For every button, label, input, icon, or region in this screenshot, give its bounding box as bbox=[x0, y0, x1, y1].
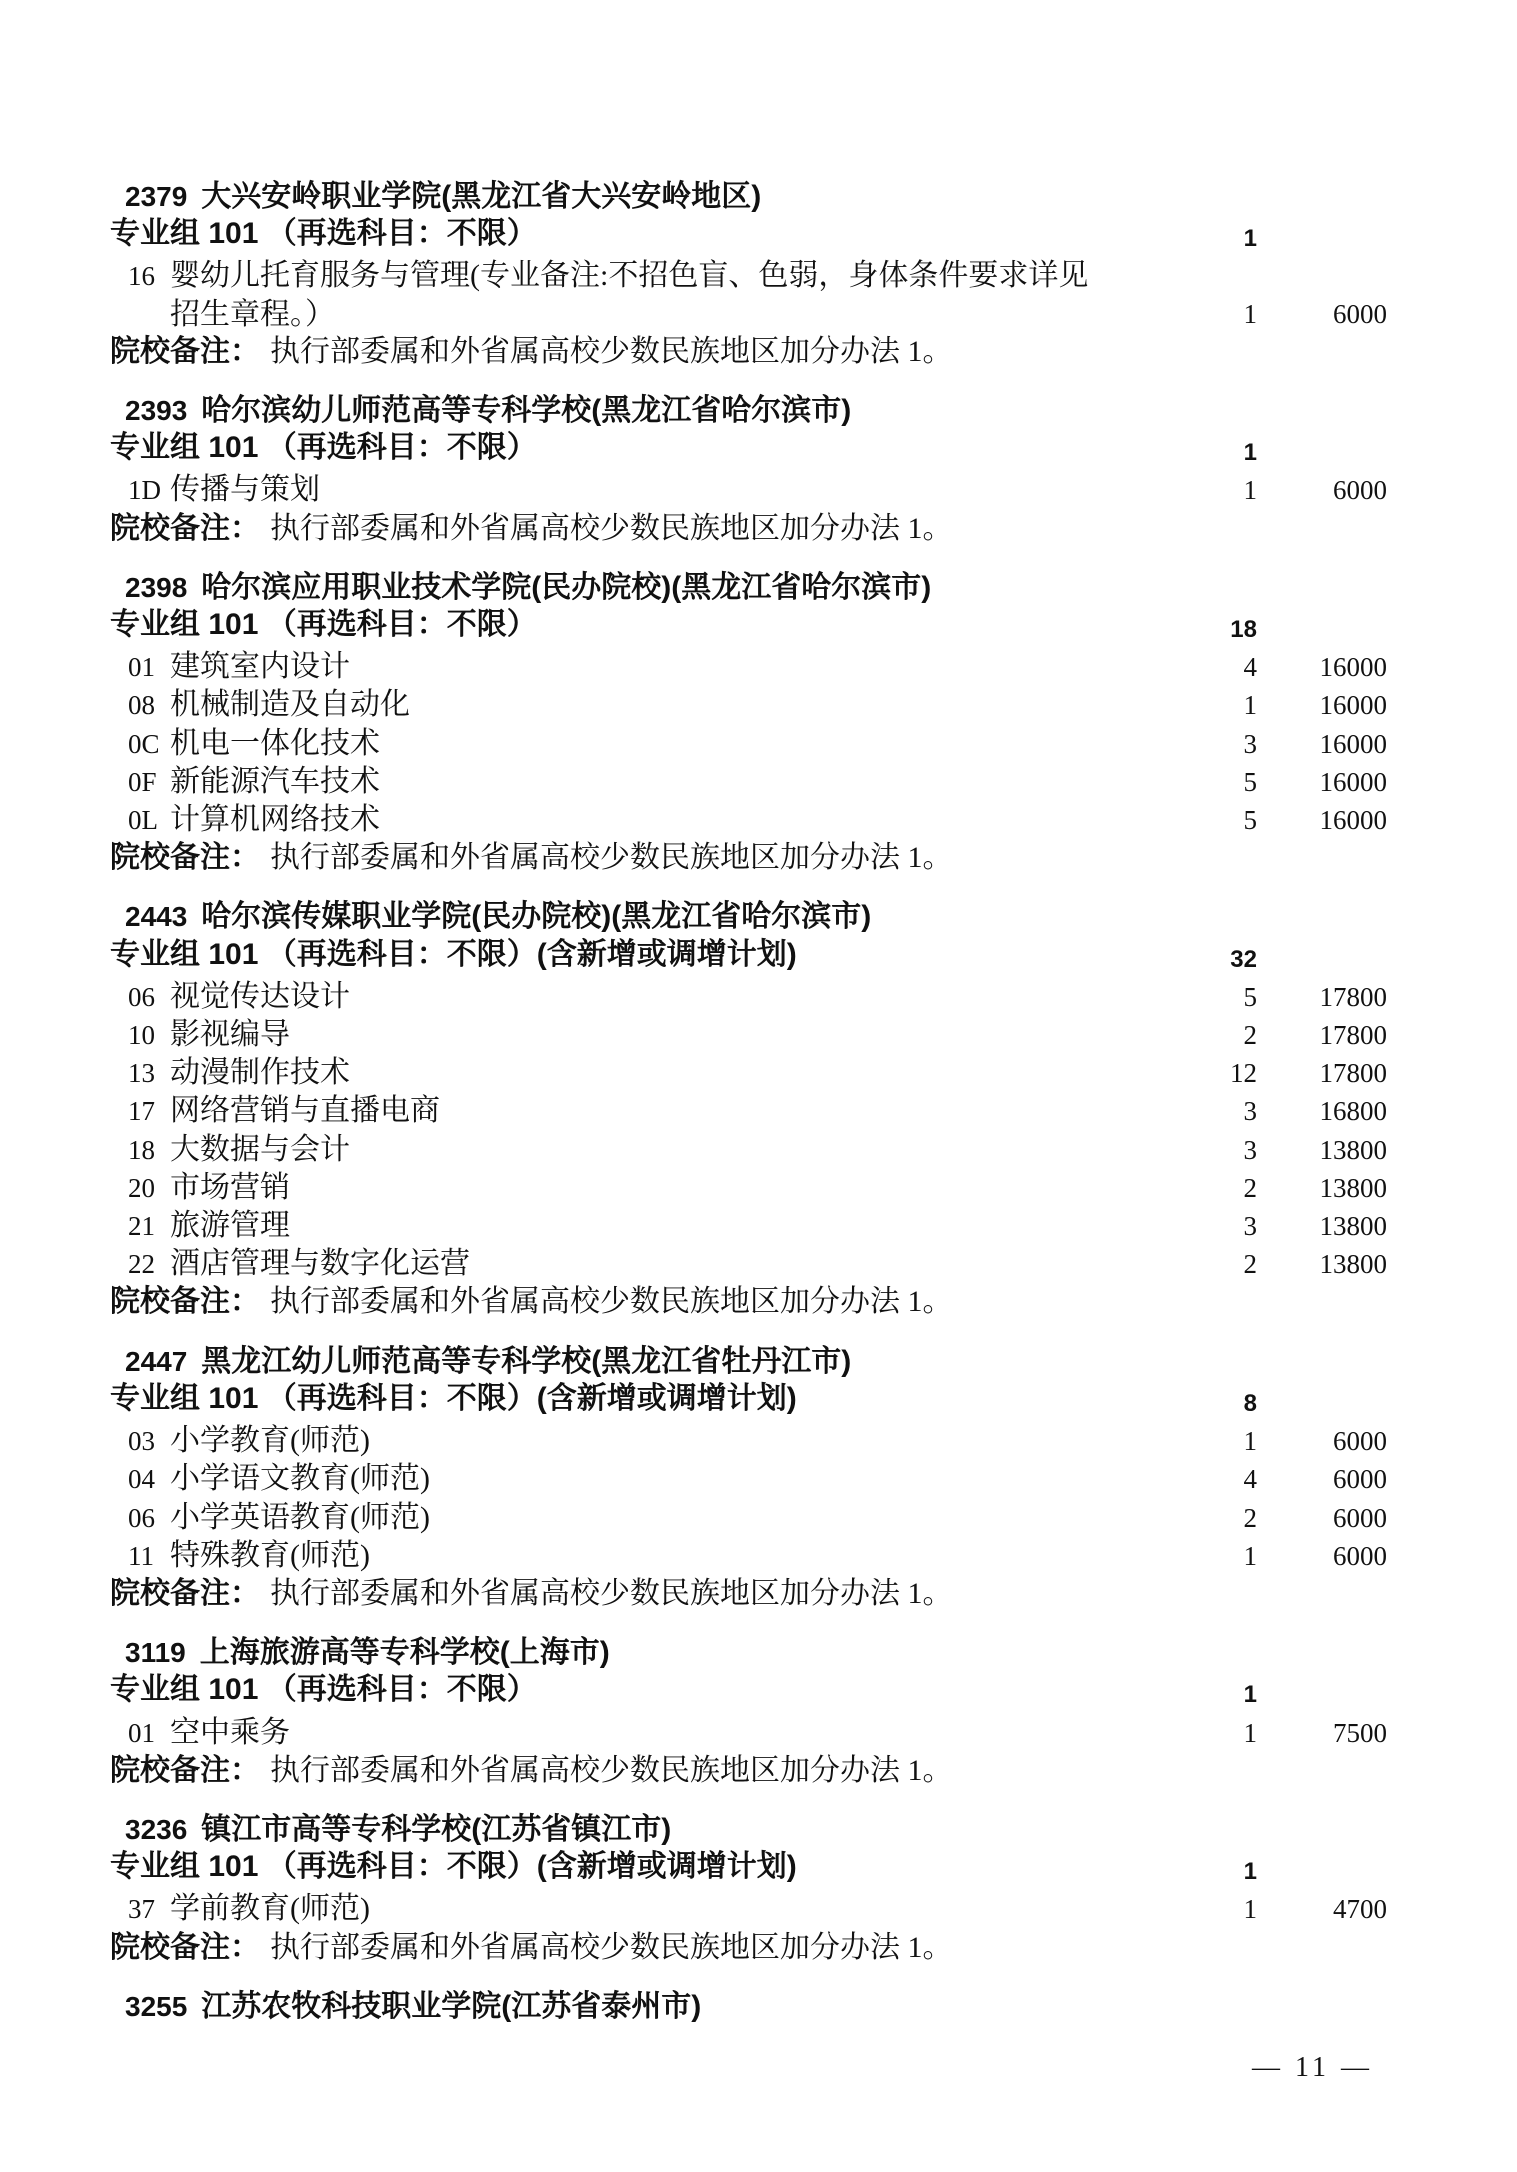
major-tuition-cell: 6000 bbox=[1333, 298, 1387, 329]
remark-row bbox=[110, 839, 1387, 881]
group-quota-cell: 18 bbox=[1230, 616, 1257, 644]
major-name: 学前教育(师范) bbox=[170, 1892, 370, 1926]
major-row bbox=[110, 648, 1387, 686]
school-section bbox=[110, 1343, 1387, 1617]
remark-text-wrap bbox=[110, 1283, 1117, 1325]
major-text bbox=[110, 1460, 1117, 1498]
school-name: 哈尔滨传媒职业学院(民办院校)(黑龙江省哈尔滨市) bbox=[201, 900, 872, 934]
major-code: 37 bbox=[128, 1894, 155, 1925]
major-line bbox=[128, 471, 1117, 509]
major-quota-cell: 2 bbox=[1243, 1020, 1257, 1051]
major-text bbox=[110, 1890, 1117, 1928]
major-name-continued: 招生章程。） bbox=[170, 297, 335, 331]
major-quota-cell: 3 bbox=[1243, 728, 1257, 759]
remark-label: 院校备注： bbox=[110, 1930, 260, 1964]
major-code: 01 bbox=[128, 1717, 155, 1748]
major-text bbox=[110, 1537, 1117, 1575]
major-quota-cell: 2 bbox=[1243, 1172, 1257, 1203]
school-name: 大兴安岭职业学院(黑龙江省大兴安岭地区) bbox=[201, 180, 762, 213]
major-code: 06 bbox=[128, 981, 155, 1012]
major-row bbox=[110, 1537, 1387, 1575]
major-line bbox=[128, 1460, 1117, 1498]
major-text bbox=[110, 763, 1117, 801]
major-quota-cell: 2 bbox=[1243, 1502, 1257, 1533]
major-name: 酒店管理与数字化运营 bbox=[170, 1247, 470, 1281]
major-quota-cell: 3 bbox=[1243, 1134, 1257, 1165]
major-row bbox=[110, 1169, 1387, 1207]
remark-row bbox=[110, 510, 1387, 552]
major-group-text bbox=[110, 215, 1117, 257]
major-group-label: 专业组 101 （再选科目：不限）(含新增或调增计划) bbox=[110, 937, 797, 971]
remark-text-wrap bbox=[110, 1752, 1117, 1794]
major-code: 0F bbox=[128, 766, 157, 797]
major-line bbox=[128, 801, 1117, 839]
school-code: 2443 bbox=[125, 901, 188, 933]
major-group-label: 专业组 101 （再选科目：不限）(含新增或调增计划) bbox=[110, 1381, 797, 1415]
school-name: 上海旅游高等专科学校(上海市) bbox=[199, 1636, 610, 1670]
major-name: 计算机网络技术 bbox=[170, 803, 380, 837]
major-row bbox=[110, 763, 1387, 801]
major-group-text bbox=[110, 936, 1117, 978]
remark-text-wrap bbox=[110, 510, 1117, 552]
major-quota-cell: 4 bbox=[1243, 652, 1257, 683]
major-text bbox=[110, 1422, 1117, 1460]
major-group-text bbox=[110, 606, 1117, 648]
major-quota-cell: 5 bbox=[1243, 981, 1257, 1012]
major-line bbox=[128, 686, 1117, 724]
major-line bbox=[128, 1890, 1117, 1928]
major-row bbox=[110, 686, 1387, 724]
major-group-text bbox=[110, 429, 1117, 471]
remark-text: 执行部委属和外省属高校少数民族地区加分办法 1。 bbox=[270, 1285, 953, 1319]
major-code: 04 bbox=[128, 1464, 155, 1495]
remark-row bbox=[110, 1752, 1387, 1794]
remark-label: 院校备注： bbox=[110, 841, 260, 875]
major-tuition-cell: 6000 bbox=[1333, 1540, 1387, 1571]
major-tuition-cell: 17800 bbox=[1319, 1020, 1387, 1051]
major-name: 小学英语教育(师范) bbox=[170, 1500, 430, 1534]
school-name: 江苏农牧科技职业学院(江苏省泰州市) bbox=[201, 1989, 702, 2023]
major-name: 市场营销 bbox=[170, 1170, 290, 1204]
school-code: 2393 bbox=[125, 395, 188, 427]
school-section bbox=[110, 1634, 1387, 1794]
major-tuition-cell: 6000 bbox=[1333, 1426, 1387, 1457]
group-quota-cell: 1 bbox=[1243, 1681, 1257, 1709]
major-row bbox=[110, 1054, 1387, 1092]
school-code: 3236 bbox=[125, 1813, 188, 1845]
major-group-text bbox=[110, 1848, 1117, 1890]
remark-text-wrap bbox=[110, 839, 1117, 881]
major-tuition-cell: 7500 bbox=[1333, 1717, 1387, 1748]
remark-label: 院校备注： bbox=[110, 511, 260, 545]
major-name: 动漫制作技术 bbox=[170, 1056, 350, 1090]
major-code: 13 bbox=[128, 1058, 155, 1089]
major-name: 传播与策划 bbox=[170, 473, 320, 507]
major-tuition-cell: 6000 bbox=[1333, 1502, 1387, 1533]
school-code: 3119 bbox=[125, 1637, 186, 1669]
major-tuition-cell: 6000 bbox=[1333, 1464, 1387, 1495]
major-row bbox=[110, 801, 1387, 839]
school-code: 2398 bbox=[125, 571, 188, 603]
major-text bbox=[110, 1714, 1117, 1752]
plan-list bbox=[110, 161, 1387, 2025]
major-name: 小学语文教育(师范) bbox=[170, 1462, 430, 1496]
major-code: 03 bbox=[128, 1426, 155, 1457]
major-name: 影视编导 bbox=[170, 1018, 290, 1052]
remark-text: 执行部委属和外省属高校少数民族地区加分办法 1。 bbox=[270, 841, 953, 875]
major-quota-cell: 5 bbox=[1243, 766, 1257, 797]
major-row bbox=[110, 1092, 1387, 1130]
major-quota-cell: 12 bbox=[1230, 1058, 1257, 1089]
major-code: 21 bbox=[128, 1211, 155, 1242]
major-text bbox=[110, 1207, 1117, 1245]
major-group-label: 专业组 101 （再选科目：不限） bbox=[110, 1673, 537, 1707]
major-group-row bbox=[110, 1380, 1387, 1422]
major-group-row bbox=[110, 215, 1387, 257]
major-code: 11 bbox=[128, 1540, 154, 1571]
major-quota-cell: 1 bbox=[1243, 475, 1257, 506]
major-name: 视觉传达设计 bbox=[170, 979, 350, 1013]
remark-text-wrap bbox=[110, 333, 1117, 375]
remark-row bbox=[110, 1575, 1387, 1617]
major-line bbox=[128, 1016, 1117, 1054]
remark-text: 执行部委属和外省属高校少数民族地区加分办法 1。 bbox=[270, 1576, 953, 1610]
major-group-label: 专业组 101 （再选科目：不限） bbox=[110, 431, 537, 465]
major-text bbox=[110, 648, 1117, 686]
major-quota-cell: 1 bbox=[1243, 1894, 1257, 1925]
major-code: 10 bbox=[128, 1020, 155, 1051]
remark-text: 执行部委属和外省属高校少数民族地区加分办法 1。 bbox=[270, 1930, 953, 1964]
major-row bbox=[110, 1499, 1387, 1537]
major-name: 大数据与会计 bbox=[170, 1132, 350, 1166]
major-name: 机电一体化技术 bbox=[170, 726, 380, 760]
major-name: 小学教育(师范) bbox=[170, 1424, 370, 1458]
major-quota-cell: 1 bbox=[1243, 1426, 1257, 1457]
remark-row bbox=[110, 1283, 1387, 1325]
major-quota-cell: 1 bbox=[1243, 1717, 1257, 1748]
major-group-row bbox=[110, 606, 1387, 648]
major-text bbox=[110, 1092, 1117, 1130]
major-tuition-cell: 16000 bbox=[1319, 728, 1387, 759]
remark-text: 执行部委属和外省属高校少数民族地区加分办法 1。 bbox=[270, 1753, 953, 1787]
major-row bbox=[110, 1890, 1387, 1928]
major-name: 机械制造及自动化 bbox=[170, 688, 410, 722]
major-text bbox=[110, 801, 1117, 839]
major-group-label: 专业组 101 （再选科目：不限） bbox=[110, 217, 537, 251]
major-quota-cell: 1 bbox=[1243, 298, 1257, 329]
school-name: 镇江市高等专科学校(江苏省镇江市) bbox=[201, 1812, 672, 1846]
school-section bbox=[110, 1811, 1387, 1971]
major-tuition-cell: 13800 bbox=[1319, 1172, 1387, 1203]
remark-text-wrap bbox=[110, 1929, 1117, 1971]
major-text bbox=[110, 1131, 1117, 1169]
major-line bbox=[128, 648, 1117, 686]
major-name: 建筑室内设计 bbox=[170, 650, 350, 684]
school-title-row bbox=[110, 1988, 1387, 2025]
major-code: 18 bbox=[128, 1134, 155, 1165]
page-number: — 11 — bbox=[1252, 2052, 1373, 2083]
school-code: 3255 bbox=[125, 1990, 188, 2022]
major-code: 0L bbox=[128, 805, 158, 836]
school-section bbox=[110, 898, 1387, 1325]
remark-label: 院校备注： bbox=[110, 1753, 260, 1787]
remark-text: 执行部委属和外省属高校少数民族地区加分办法 1。 bbox=[270, 511, 953, 545]
school-title-row bbox=[110, 569, 1387, 606]
major-quota-cell: 3 bbox=[1243, 1211, 1257, 1242]
major-text bbox=[110, 978, 1117, 1016]
major-row bbox=[110, 1131, 1387, 1169]
major-tuition-cell: 16000 bbox=[1319, 805, 1387, 836]
school-title-row bbox=[110, 1634, 1387, 1671]
major-code: 01 bbox=[128, 652, 155, 683]
major-text bbox=[110, 686, 1117, 724]
group-quota-cell: 8 bbox=[1243, 1389, 1257, 1417]
major-line bbox=[128, 1714, 1117, 1752]
major-quota-cell: 5 bbox=[1243, 805, 1257, 836]
major-tuition-cell: 16800 bbox=[1319, 1096, 1387, 1127]
major-name: 新能源汽车技术 bbox=[170, 764, 380, 798]
major-code: 08 bbox=[128, 690, 155, 721]
major-group-row bbox=[110, 1671, 1387, 1713]
major-tuition-cell: 13800 bbox=[1319, 1134, 1387, 1165]
remark-row bbox=[110, 333, 1387, 375]
major-group-row bbox=[110, 936, 1387, 978]
major-row bbox=[110, 1016, 1387, 1054]
major-tuition-cell: 13800 bbox=[1319, 1211, 1387, 1242]
major-text bbox=[110, 1054, 1117, 1092]
major-code: 17 bbox=[128, 1096, 155, 1127]
major-line bbox=[128, 978, 1117, 1016]
major-row bbox=[110, 1714, 1387, 1752]
major-line bbox=[128, 1422, 1117, 1460]
major-line bbox=[128, 1169, 1117, 1207]
major-code: 22 bbox=[128, 1249, 155, 1280]
group-quota-cell: 32 bbox=[1230, 945, 1257, 973]
major-line bbox=[128, 1207, 1117, 1245]
major-name: 婴幼儿托育服务与管理(专业备注:不招色盲、色弱，身体条件要求详见 bbox=[170, 259, 1089, 293]
major-line bbox=[128, 1499, 1117, 1537]
major-name: 特殊教育(师范) bbox=[170, 1538, 370, 1572]
major-text bbox=[110, 1016, 1117, 1054]
major-code: 20 bbox=[128, 1172, 155, 1203]
major-quota-cell: 3 bbox=[1243, 1096, 1257, 1127]
major-tuition-cell: 6000 bbox=[1333, 475, 1387, 506]
school-name: 黑龙江幼儿师范高等专科学校(黑龙江省牡丹江市) bbox=[201, 1344, 852, 1378]
major-tuition-cell: 17800 bbox=[1319, 1058, 1387, 1089]
major-line bbox=[128, 1245, 1117, 1283]
major-line bbox=[128, 257, 1117, 295]
school-name: 哈尔滨幼儿师范高等专科学校(黑龙江省哈尔滨市) bbox=[201, 394, 852, 428]
major-group-row bbox=[110, 1848, 1387, 1890]
major-tuition-cell: 16000 bbox=[1319, 690, 1387, 721]
school-title-row bbox=[110, 392, 1387, 429]
major-code: 06 bbox=[128, 1502, 155, 1533]
major-name: 旅游管理 bbox=[170, 1209, 290, 1243]
major-quota-cell: 4 bbox=[1243, 1464, 1257, 1495]
school-title-row bbox=[110, 1343, 1387, 1380]
school-title-row bbox=[110, 1811, 1387, 1848]
school-section bbox=[110, 1988, 1387, 2025]
major-text bbox=[110, 257, 1117, 332]
remark-label: 院校备注： bbox=[110, 1576, 260, 1610]
major-row bbox=[110, 471, 1387, 509]
remark-text: 执行部委属和外省属高校少数民族地区加分办法 1。 bbox=[270, 334, 953, 368]
major-row bbox=[110, 725, 1387, 763]
major-quota-cell: 1 bbox=[1243, 1540, 1257, 1571]
major-line bbox=[128, 725, 1117, 763]
major-line bbox=[128, 1537, 1117, 1575]
major-line bbox=[128, 763, 1117, 801]
major-group-label: 专业组 101 （再选科目：不限）(含新增或调增计划) bbox=[110, 1850, 797, 1884]
major-group-row bbox=[110, 429, 1387, 471]
major-row bbox=[110, 1422, 1387, 1460]
major-code: 0C bbox=[128, 728, 160, 759]
major-row bbox=[110, 257, 1387, 332]
major-line-wrap bbox=[128, 296, 1117, 333]
school-section bbox=[110, 178, 1387, 375]
school-code: 2447 bbox=[125, 1345, 188, 1377]
major-line bbox=[128, 1131, 1117, 1169]
remark-label: 院校备注： bbox=[110, 334, 260, 368]
major-name: 网络营销与直播电商 bbox=[170, 1094, 440, 1128]
major-tuition-cell: 4700 bbox=[1333, 1894, 1387, 1925]
school-code: 2379 bbox=[125, 181, 188, 212]
major-quota-cell: 1 bbox=[1243, 690, 1257, 721]
major-quota-cell: 2 bbox=[1243, 1249, 1257, 1280]
major-text bbox=[110, 1169, 1117, 1207]
major-code: 1D bbox=[128, 475, 161, 506]
major-row bbox=[110, 1460, 1387, 1498]
group-quota-cell: 1 bbox=[1243, 225, 1257, 253]
major-tuition-cell: 13800 bbox=[1319, 1249, 1387, 1280]
major-tuition-cell: 16000 bbox=[1319, 652, 1387, 683]
school-section bbox=[110, 392, 1387, 552]
remark-label: 院校备注： bbox=[110, 1285, 260, 1319]
major-row bbox=[110, 1245, 1387, 1283]
major-group-text bbox=[110, 1380, 1117, 1422]
major-row bbox=[110, 1207, 1387, 1245]
major-text bbox=[110, 1245, 1117, 1283]
major-line bbox=[128, 1054, 1117, 1092]
major-row bbox=[110, 978, 1387, 1016]
remark-text-wrap bbox=[110, 1575, 1117, 1617]
major-group-text bbox=[110, 1671, 1117, 1713]
school-title-row bbox=[110, 898, 1387, 935]
major-text bbox=[110, 1499, 1117, 1537]
group-quota-cell: 1 bbox=[1243, 1858, 1257, 1886]
remark-row bbox=[110, 1929, 1387, 1971]
major-text bbox=[110, 725, 1117, 763]
school-section bbox=[110, 569, 1387, 882]
major-name: 空中乘务 bbox=[170, 1715, 290, 1749]
group-quota-cell: 1 bbox=[1243, 439, 1257, 467]
major-line bbox=[128, 1092, 1117, 1130]
major-tuition-cell: 17800 bbox=[1319, 981, 1387, 1012]
major-code: 16 bbox=[128, 261, 155, 292]
major-tuition-cell: 16000 bbox=[1319, 766, 1387, 797]
major-text bbox=[110, 471, 1117, 509]
major-group-label: 专业组 101 （再选科目：不限） bbox=[110, 608, 537, 642]
school-name: 哈尔滨应用职业技术学院(民办院校)(黑龙江省哈尔滨市) bbox=[201, 570, 932, 604]
school-title-row bbox=[110, 178, 1387, 215]
